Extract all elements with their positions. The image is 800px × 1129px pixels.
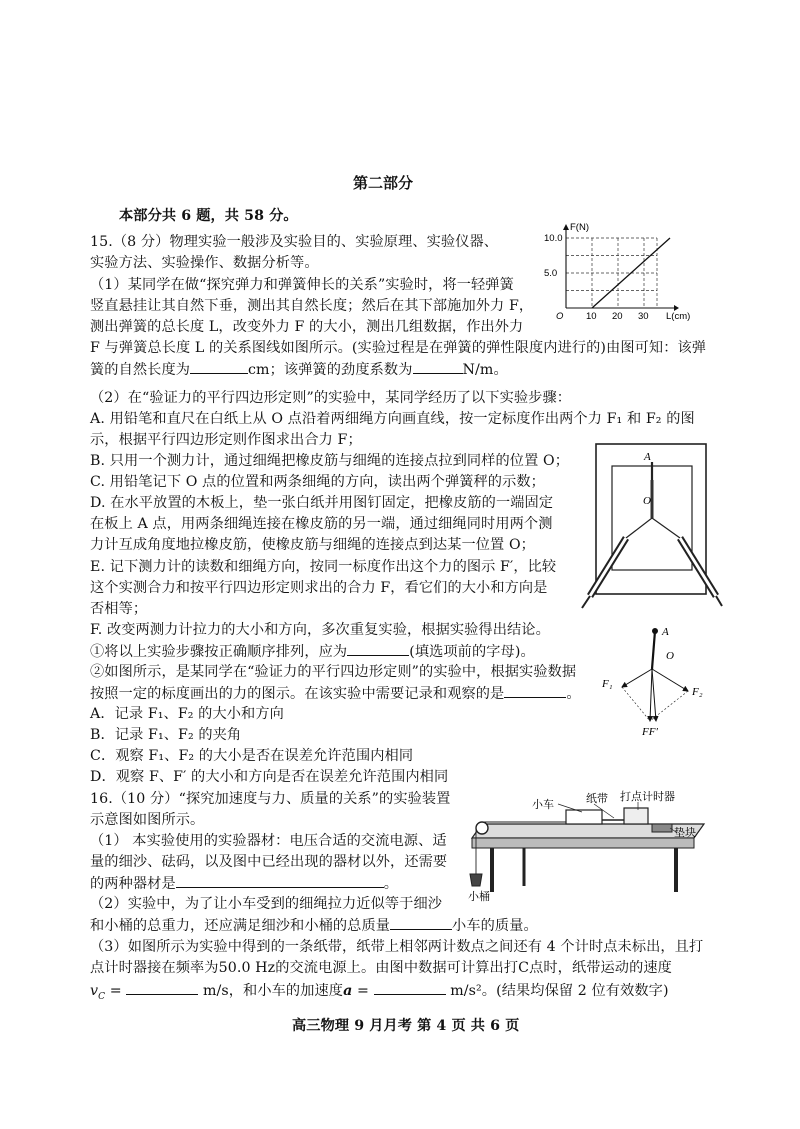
step-a-line2: 示，根据平行四边形定则作图求出合力 F； [90, 432, 362, 448]
f1-arrow [622, 669, 652, 687]
velocity-subscript: C [98, 991, 106, 1002]
step-e-line3: 否相等； [90, 601, 148, 617]
q15-part1-line5b: cm；该弹簧的劲度系数为 [248, 362, 413, 378]
force-label-ff: FF′ [642, 726, 658, 738]
q16-p1-line1: （1） 本实验使用的实验器材：电压合适的交流电源、适 [90, 833, 447, 849]
option-b: B．记录 F₁、F₂ 的夹角 [90, 727, 242, 743]
left-string [626, 518, 652, 538]
natural-length-blank[interactable] [190, 359, 248, 374]
step-e-line1: E. 记下测力计的读数和细绳方向，按同一标度作出这个力的图示 F′，比较 [90, 559, 557, 575]
y-axis-label: F(N) [570, 222, 589, 233]
y-tick-label-5.0: 5.0 [544, 268, 558, 279]
velocity-symbol: v [90, 983, 99, 999]
label-cart: 小车 [532, 798, 554, 811]
spring-constant-blank[interactable] [413, 359, 463, 374]
cart-apparatus-figure [462, 792, 712, 902]
frame-label-o: O [643, 495, 651, 507]
sub2-end: 。 [566, 686, 581, 702]
q15-part1-line3: 测出弹簧的总长度 L，改变外力 F 的大小，测出几组数据，作出外力 [90, 319, 524, 335]
q15-part2-intro: （2）在“验证力的平行四边形定则”的实验中，某同学经历了以下实验步骤： [90, 390, 572, 406]
label-timer: 打点计时器 [620, 790, 675, 803]
right-string [652, 518, 680, 538]
option-a: A．记录 F₁、F₂ 的大小和方向 [90, 706, 284, 722]
wedge-block [652, 824, 672, 832]
option-d: D．观察 F、F′ 的大小和方向是否在误差允许范围内相同 [90, 769, 449, 785]
f-prime-arrow [652, 669, 656, 721]
acceleration-symbol: a [343, 983, 353, 999]
acceleration-unit-text: m/s²。(结果均保留 2 位有效数字) [445, 983, 669, 999]
y-tick-label-10.0: 10.0 [544, 233, 563, 244]
q16-p3-line1: （3）如图所示为实验中得到的一条纸带，纸带上相邻两计数点之间还有 4 个计时点未标出，且打 [90, 939, 704, 955]
table [472, 824, 704, 892]
step-e-line2: 这个实测合力和按平行四边形定则求出的合力 F，看它们的大小和方向是 [90, 580, 548, 596]
rubber-band-board-figure [588, 440, 728, 630]
page-footer: 高三物理 9 月月考 第 4 页 共 6 页 [292, 1018, 520, 1034]
force-label-a: A [662, 626, 669, 638]
section-title: 第二部分 [353, 174, 414, 192]
section-intro: 本部分共 6 题，共 58 分。 [119, 208, 298, 224]
equipment-blank[interactable] [176, 873, 384, 888]
force-length-chart [540, 222, 691, 322]
q16-p1-end: 。 [383, 876, 399, 892]
step-d-line3: 力计互成角度地拉橡皮筋，使橡皮筋与细绳的连接点到达某一位置 O； [90, 537, 535, 553]
q16-p1-line3 [90, 873, 398, 895]
sub1-hint: (填选项前的字母)。 [409, 644, 535, 660]
f-arrow [650, 669, 652, 721]
cart-body [566, 810, 602, 824]
q15-line1: 15.（8 分）物理实验一般涉及实验目的、实验原理、实验仪器、 [90, 234, 499, 250]
bucket [470, 874, 482, 886]
label-tape: 纸带 [586, 792, 608, 805]
mass-relation-blank[interactable] [390, 915, 452, 930]
sub-question-1 [90, 641, 535, 663]
step-d-line1: D. 在水平放置的木板上，垫一张白纸并用图钉固定，把橡皮筋的一端固定 [90, 495, 554, 511]
x-tick-label-20: 20 [612, 311, 623, 322]
q15-part1-line2: 竖直悬挂让其自然下垂，测出其自然长度；然后在其下部施加外力 F， [90, 298, 534, 314]
q15-part1-line1: （1）某同学在做“探究弹力和弹簧伸长的关系”实验时，将一轻弹簧 [90, 277, 514, 293]
q16-p2-line2 [90, 915, 538, 937]
q16-line1: 16.（10 分）“探究加速度与力、质量的关系”的实验装置 [90, 791, 451, 807]
y-axis-arrow [563, 224, 569, 230]
sub2-text: 按照一定的标度画出的力的图示。在该实验中需要记录和观察的是 [90, 686, 505, 702]
sub-question-2-line2 [90, 683, 581, 705]
force-label-f1: F₁ [602, 678, 613, 690]
equals-2: = [352, 983, 374, 999]
q16-line2: 示意图如图所示。 [90, 812, 205, 828]
option-c: C．观察 F₁、F₂ 的大小是否在误差允许范围内相同 [90, 748, 414, 764]
frame-label-a: A [644, 451, 651, 463]
origin-label: O [556, 311, 564, 322]
force-diagram-figure [600, 625, 730, 738]
q16-p2-end: 小车的质量。 [452, 918, 538, 934]
label-block: 垫块 [674, 826, 696, 839]
q15-line2: 实验方法、实验操作、数据分析等。 [90, 255, 319, 271]
q15-part1-line5a: 簧的自然长度为 [90, 362, 191, 378]
q15-part1-line5 [90, 359, 508, 381]
x-axis-label: L(cm) [666, 311, 691, 322]
timer-device [624, 808, 648, 824]
acceleration-blank[interactable] [374, 980, 446, 995]
sub1-text: ①将以上实验步骤按正确顺序排列，应为 [90, 644, 348, 660]
velocity-blank[interactable] [126, 980, 198, 995]
force-label-f2: F₂ [692, 686, 703, 698]
q16-p3-line2: 点计时器接在频率为50.0 Hz的交流电源上。由图中数据可计算出打C点时，纸带运动的速度 [90, 960, 672, 976]
observe-blank[interactable] [504, 683, 566, 698]
label-bucket: 小桶 [468, 890, 490, 903]
q16-p1-line2: 量的细沙、砝码，以及图中已经出现的器材以外，还需要 [90, 854, 448, 870]
x-tick-label-30: 30 [638, 311, 649, 322]
parallelogram-edge-right [650, 691, 688, 721]
equals-1: = [105, 983, 127, 999]
rubber-band-line [652, 631, 655, 669]
sub-question-2-line1: ②如图所示，是某同学在“验证力的平行四边形定则”的实验中，根据实验数据 [90, 664, 577, 680]
q16-p2-line1: （2）实验中，为了让小车受到的细绳拉力近似等于细沙 [90, 896, 443, 912]
force-label-o: O [666, 650, 674, 662]
velocity-unit-text: m/s，和小车的加速度 [198, 983, 344, 999]
step-a-line1: A. 用铅笔和直尺在白纸上从 O 点沿着两细绳方向画直线，按一定标度作出两个力 F₁ 和 F₂ 的图 [90, 411, 695, 427]
step-d-line2: 在板上 A 点，用两条细绳连接在橡皮筋的另一端，通过细绳同时用两个测 [90, 516, 553, 532]
q16-p2-text: 和小桶的总重力，还应满足细沙和小桶的总质量 [90, 918, 391, 934]
parallelogram-edge-left [622, 687, 650, 721]
step-b: B. 只用一个测力计，通过细绳把橡皮筋与细绳的连接点拉到同样的位置 O； [90, 453, 570, 469]
q15-part1-line5c: N/m。 [462, 362, 508, 378]
q16-p1-text: 的两种器材是 [90, 876, 176, 892]
x-tick-label-10: 10 [586, 311, 597, 322]
order-blank[interactable] [347, 641, 409, 656]
q16-p3-line3 [90, 980, 669, 1008]
step-f: F. 改变两测力计拉力的大小和方向，多次重复实验，根据实验得出结论。 [90, 622, 550, 638]
right-spring-scale [680, 538, 722, 606]
f2-arrow [652, 669, 688, 691]
q15-part1-line4: F 与弹簧总长度 L 的关系图线如图所示。(实验过程是在弹簧的弹性限度内进行的)由图可知：该弹 [90, 340, 707, 356]
left-spring-scale [582, 538, 626, 608]
step-c: C. 用铅笔记下 O 点的位置和两条细绳的方向，读出两个弹簧秤的示数； [90, 474, 545, 490]
